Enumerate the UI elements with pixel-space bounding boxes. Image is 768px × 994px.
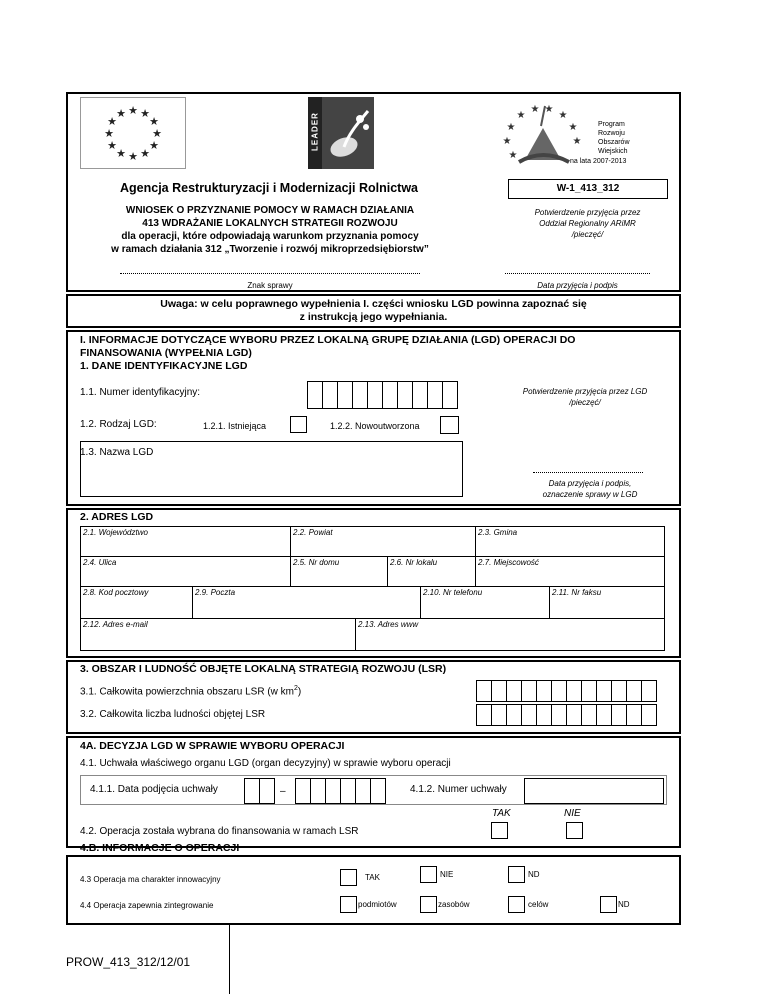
id-number-cells[interactable] [308, 381, 458, 409]
section4b-frame [66, 855, 681, 925]
yes-header: TAK [492, 808, 511, 819]
arimr-line-2: Oddział Regionalny ARiMR [539, 219, 636, 228]
lgd-date-sign [510, 478, 670, 500]
agency-name: Agencja Restrukturyzacji i Modernizacji Rolnictwa [120, 181, 418, 195]
margin-line [229, 925, 230, 994]
id-number-label: 1.1. Numer identyfikacyjny: [80, 387, 201, 398]
date-sign-label: Data przyjęcia i podpis [537, 281, 618, 290]
phone-label: 2.10. Nr telefonu [423, 588, 483, 597]
svg-text:★: ★ [107, 115, 117, 128]
section1-title [80, 334, 575, 373]
prow-line-2: Rozwoju [598, 130, 625, 137]
svg-text:★: ★ [107, 139, 117, 152]
svg-text:★: ★ [116, 107, 126, 120]
date-dash: – [280, 786, 286, 797]
notice-line-2: z instrukcją jego wypełniania. [299, 311, 448, 323]
section4b-title: 4.B. INFORMACJE O OPERACJI [80, 842, 240, 854]
eu-flag-logo [80, 97, 186, 169]
lgd-name-field[interactable] [80, 441, 463, 497]
innov-nd-label: ND [528, 870, 540, 879]
lgd-date-line [533, 472, 643, 473]
lgd-name-label: 1.3. Nazwa LGD [80, 447, 154, 458]
prow-line-3: Obszarów [598, 139, 630, 146]
prow-line-1: Program [598, 121, 625, 128]
svg-text:★: ★ [104, 127, 114, 140]
selected-label: 4.2. Operacja została wybrana do finansowania w ramach LSR [80, 826, 359, 837]
arimr-confirmation [500, 207, 675, 240]
prow-text [598, 120, 630, 156]
leader-logo [308, 97, 374, 169]
svg-text:★: ★ [140, 107, 150, 120]
innov-no-checkbox[interactable] [420, 866, 437, 883]
town-label: 2.7. Miejscowość [478, 558, 539, 567]
integ-entities-checkbox[interactable] [340, 896, 357, 913]
lgd-confirm-line-2: /pieczęć/ [569, 398, 601, 407]
existing-checkbox[interactable] [290, 416, 307, 433]
svg-text:★: ★ [516, 110, 526, 121]
svg-text:★: ★ [149, 139, 159, 152]
area-end: ) [297, 686, 302, 698]
existing-label: 1.2.1. Istniejąca [203, 421, 267, 431]
innov-no-label: NIE [440, 870, 454, 879]
title-line-3: dla operacji, które odpowiadają warunkom przyznania pomocy [121, 231, 419, 242]
leaf-icon [324, 103, 372, 163]
svg-text:★: ★ [140, 147, 150, 160]
post-label: 2.9. Poczta [195, 588, 236, 597]
resolution-number-field[interactable] [524, 778, 664, 804]
area-sup: 2 [293, 685, 298, 692]
svg-text:★: ★ [149, 115, 159, 128]
resolution-number-label: 4.1.2. Numer uchwały [410, 784, 507, 795]
section4a-title: 4A. DECYZJA LGD W SPRAWIE WYBORU OPERACJI [80, 740, 345, 752]
case-sign-label: Znak sprawy [247, 281, 293, 290]
resolution-date-day[interactable] [245, 778, 275, 804]
svg-text:★: ★ [568, 122, 578, 133]
svg-text:★: ★ [530, 104, 540, 115]
date-sign-line [505, 273, 650, 274]
svg-text:★: ★ [128, 104, 138, 117]
svg-text:★: ★ [116, 147, 126, 160]
lgd-type-label: 1.2. Rodzaj LGD: [80, 419, 157, 430]
section1-title-line-2: FINANSOWANIA (WYPEŁNIA LGD) [80, 347, 252, 359]
www-label: 2.13. Adres www [358, 620, 419, 629]
integ-entities-label: podmiotów [358, 900, 397, 909]
flat-no-label: 2.6. Nr lokalu [390, 558, 438, 567]
lgd-date-line-2: oznaczenie sprawy w LGD [542, 490, 638, 499]
population-cells[interactable] [477, 704, 657, 726]
lgd-confirmation [495, 386, 675, 408]
integ-nd-checkbox[interactable] [600, 896, 617, 913]
innov-yes-label: TAK [365, 873, 380, 882]
arimr-line-1: Potwierdzenie przyjęcia przez [534, 208, 641, 217]
notice-text [66, 298, 681, 324]
postcode-label: 2.8. Kod pocztowy [83, 588, 149, 597]
integ-nd-label: ND [618, 900, 630, 909]
section1-title-line-1: I. INFORMACJE DOTYCZĄCE WYBORU PRZEZ LOKALNĄ GRUPĘ DZIAŁANIA (LGD) OPERACJI DO [80, 334, 576, 346]
section1-title-line-3: 1. DANE IDENTYFIKACYJNE LGD [80, 360, 248, 372]
svg-text:★: ★ [506, 122, 516, 133]
resolution-date-label: 4.1.1. Data podjęcia uchwały [90, 784, 218, 795]
new-checkbox[interactable] [440, 416, 459, 434]
application-title [70, 204, 470, 256]
arimr-line-3: /pieczęć/ [571, 230, 604, 239]
title-line-1: WNIOSEK O PRZYZNANIE POMOCY W RAMACH DZIAŁANIA [125, 205, 415, 216]
voivodeship-label: 2.1. Województwo [83, 528, 148, 537]
county-label: 2.2. Powiat [293, 528, 333, 537]
svg-text:★: ★ [502, 136, 512, 147]
svg-text:★: ★ [544, 104, 554, 115]
lgd-date-line-1: Data przyjęcia i podpis, [548, 479, 632, 488]
area-text: 3.1. Całkowita powierzchnia obszaru LSR (w km [80, 686, 294, 698]
fax-label: 2.11. Nr faksu [552, 588, 602, 597]
commune-label: 2.3. Gmina [478, 528, 518, 537]
no-header: NIE [564, 808, 581, 819]
leader-label: LEADER [310, 112, 320, 151]
resolution-date-year[interactable] [296, 778, 386, 804]
svg-text:★: ★ [152, 127, 162, 140]
section3-title: 3. OBSZAR I LUDNOŚĆ OBJĘTE LOKALNĄ STRATEGIĄ ROZWOJU (LSR) [80, 663, 447, 675]
integ-goals-checkbox[interactable] [508, 896, 525, 913]
innov-label: 4.3 Operacja ma charakter innowacyjny [80, 875, 221, 884]
selected-no-checkbox[interactable] [566, 822, 583, 839]
integ-goals-label: celów [528, 900, 549, 909]
svg-text:★: ★ [572, 136, 582, 147]
prow-years: na lata 2007-2013 [570, 158, 627, 165]
section2-title: 2. ADRES LGD [80, 511, 154, 523]
email-label: 2.12. Adres e-mail [83, 620, 148, 629]
house-no-label: 2.5. Nr domu [293, 558, 340, 567]
title-line-4: w ramach działania 312 „Tworzenie i rozwój mikroprzedsiębiorstw” [111, 244, 429, 255]
resolution-label: 4.1. Uchwała właściwego organu LGD (organ decyzyjny) w sprawie wyboru operacji [80, 758, 451, 769]
integ-label: 4.4 Operacja zapewnia zintegrowanie [80, 901, 214, 910]
title-line-2: 413 WDRAŻANIE LOKALNYCH STRATEGII ROZWOJU [142, 218, 398, 229]
case-sign-line [120, 273, 420, 274]
eu-stars-icon [81, 98, 185, 168]
prow-logo [495, 98, 645, 170]
street-label: 2.4. Ulica [83, 558, 117, 567]
area-cells[interactable] [477, 680, 657, 702]
area-label [80, 685, 301, 697]
innov-yes-checkbox[interactable] [340, 869, 357, 886]
population-label: 3.2. Całkowita liczba ludności objętej LSR [80, 709, 266, 720]
selected-yes-checkbox[interactable] [491, 822, 508, 839]
notice-line-1: Uwaga: w celu poprawnego wypełnienia I. części wniosku LGD powinna zapoznać się [160, 298, 587, 310]
form-code: W-1_413_312 [556, 183, 620, 194]
svg-text:★: ★ [128, 150, 138, 163]
integ-resources-checkbox[interactable] [420, 896, 437, 913]
footer-code: PROW_413_312/12/01 [66, 955, 191, 969]
prow-line-4: Wiejskich [598, 148, 628, 155]
lgd-confirm-line-1: Potwierdzenie przyjęcia przez LGD [522, 387, 648, 396]
svg-text:★: ★ [558, 110, 568, 121]
integ-resources-label: zasobów [438, 900, 470, 909]
new-label: 1.2.2. Nowoutworzona [330, 421, 420, 431]
innov-nd-checkbox[interactable] [508, 866, 525, 883]
svg-text:★: ★ [508, 150, 518, 161]
